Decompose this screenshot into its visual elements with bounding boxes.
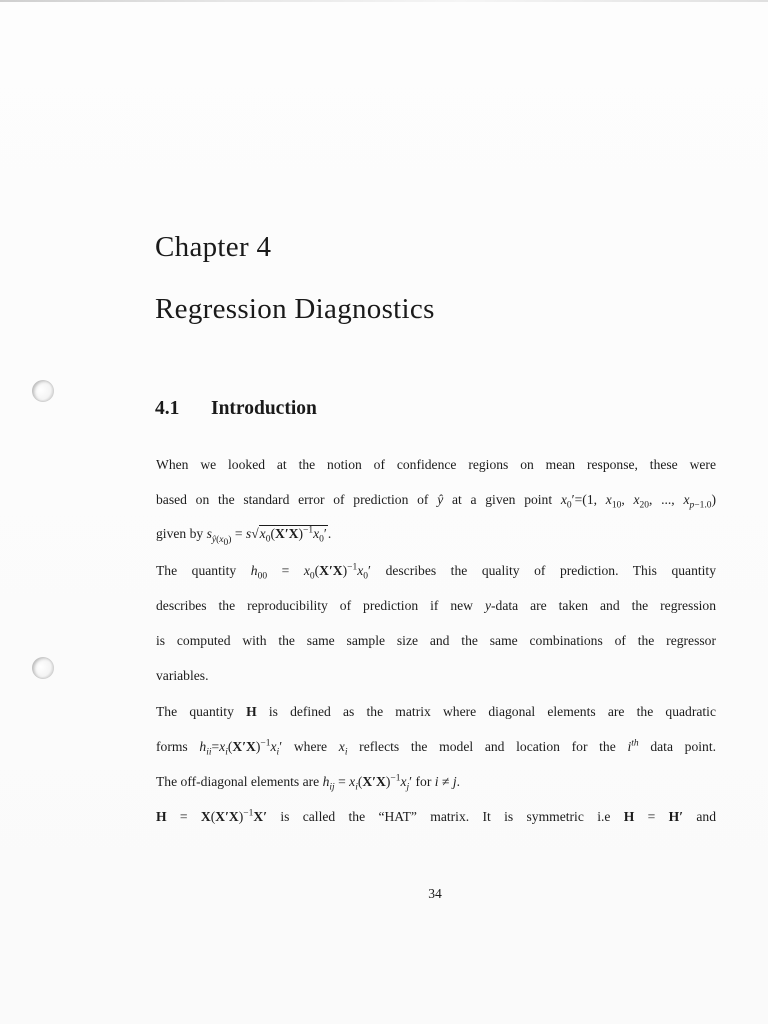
page-number: 34 <box>428 886 442 901</box>
section-number: 4.1 <box>155 398 180 419</box>
body-line: The quantity $h_{00} = x_0(X'X)^{-1}x_0'$ describes the quality of prediction. This quantity <box>156 562 717 582</box>
punch-hole <box>32 380 54 402</box>
chapter-label: Chapter 4 <box>155 231 272 263</box>
body-line: When we looked at the notion of confidence regions on mean response, these were <box>156 457 716 472</box>
page-top-edge <box>0 0 768 2</box>
body-line: forms $h_{ii}=x_i(X'X)^{-1}x_i'$ where $x_i$ reflects the model and location for the $i^{th}$ data point. <box>156 738 717 758</box>
body-line: $H = X(X'X)^{-1}X'$ is called the “HAT” matrix. It is symmetric i.e H = H′ and <box>156 808 717 824</box>
chapter-title: Regression Diagnostics <box>155 293 435 325</box>
body-line: describes the reproducibility of prediction if new y-data are taken and the regression <box>156 598 717 613</box>
body-line: based on the standard error of prediction of ŷ at a given point $x_0'=(1$, $x_{10}$, $x_{20}$, ..., $x_{p-1.0}$) <box>156 492 716 511</box>
body-line: given by $s_{ŷ(x_0)} = s√x_0(X'X)^{-1}x_0'$. <box>156 525 332 548</box>
body-line: The quantity H is defined as the matrix where diagonal elements are the quadratic <box>156 704 716 719</box>
section-title: Introduction <box>211 398 317 419</box>
body-line: The off-diagonal elements are $h_{ij} = x_i(X'X)^{-1}x_j'$ for i ≠ j. <box>156 773 461 793</box>
section-heading <box>155 398 317 420</box>
body-line: variables. <box>156 668 209 683</box>
body-line: is computed with the same sample size and the same combinations of the regressor <box>156 633 716 648</box>
punch-hole <box>32 657 54 679</box>
